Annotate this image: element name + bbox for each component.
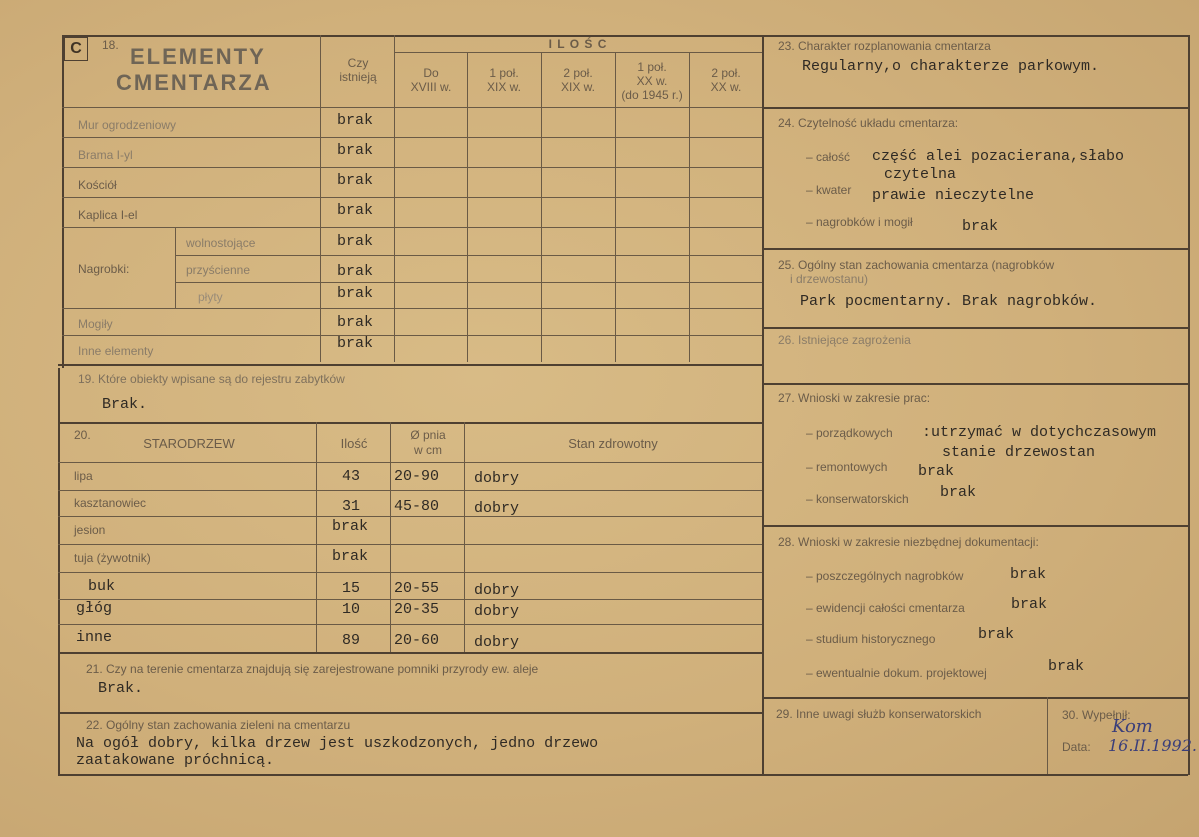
q20-row-line [58,490,762,491]
q20-header-state: Stan zdrowotny [568,436,658,451]
period-header-2: 1 poł. XIX w. [486,66,521,94]
q28-label: 28. Wnioski w zakresie niezbędnej dokumentacji: [778,535,1039,549]
q20-row-line [58,516,762,517]
q23-answer: Regularny,o charakterze parkowym. [802,58,1100,75]
row-line [62,167,762,168]
q27-rem-label: – remontowych [806,460,888,474]
q28-item-label-2: – ewidencji całości cmentarza [806,601,965,615]
period-div-2 [541,52,542,362]
tree-count: brak [332,518,369,535]
row-line [62,197,762,198]
tree-state: dobry [474,470,520,487]
nagrobki-row-label-1: wolnostojące [186,236,256,250]
q20-row-line [58,544,762,545]
nagrobki-row-label-3: płyty [198,290,223,304]
q20-row-line [58,624,762,625]
q24-calosc-value2: czytelna [884,166,957,183]
q25-bottom [762,327,1188,329]
q27-rem-value: brak [918,463,955,480]
q24-bottom [762,248,1188,250]
tree-count: 15 [342,580,361,597]
frame-left-18 [62,35,64,368]
q28-item-value-3: brak [978,626,1015,643]
period-div-3 [615,52,616,362]
tree-diam: 45-80 [394,498,440,515]
q24-kwater-label: – kwater [806,183,852,197]
row-label-mogily: Mogiły [78,317,113,331]
q24-calosc-label: – całość [806,150,851,164]
tree-diam: 20-55 [394,580,440,597]
row-line [62,308,762,309]
q20-number: 20. [74,428,91,442]
q28-item-value-2: brak [1011,596,1048,613]
q21-answer: Brak. [98,680,144,697]
row-label-inne: Inne elementy [78,344,154,358]
q30-date-label: Data: [1062,740,1091,754]
tree-count: 31 [342,498,361,515]
tree-state: dobry [474,582,520,599]
q27-porz-value2: stanie drzewostan [942,444,1096,461]
ilosc-line [394,52,762,53]
q20-col-line-2 [390,422,391,652]
q20-header-count: Ilość [340,436,368,451]
q22-line1: Na ogół dobry, kilka drzew jest uszkodzonych, jedno drzewo [76,735,599,752]
period-header-5: 2 poł. XX w. [710,66,742,94]
col-czy-header: Czy istnieją [339,56,377,84]
q28-item-label-1: – poszczególnych nagrobków [806,569,964,583]
q24-kwater-value: prawie nieczytelne [872,187,1035,204]
frame-right [1188,35,1190,775]
col-czy-right [394,35,395,362]
period-header-1: Do XVIII w. [410,66,452,94]
q21-label: 21. Czy na terenie cmentarza znajdują się zarejestrowane pomniki przyrody ew. aleje [86,662,539,676]
nagrobki-row-label-2: przyścienne [186,263,251,277]
q20-col-line-3 [464,422,465,652]
tree-name: buk [88,578,116,595]
period-header-3: 2 poł. XIX w. [560,66,595,94]
q24-nagrobkow-value: brak [962,218,999,235]
q28-item-label-4: – ewentualnie dokum. projektowej [806,666,987,680]
q21-bottom [58,712,762,714]
tree-diam: 20-60 [394,632,440,649]
q20-header-diam: Ø pnia w cm [410,428,446,457]
q26-label: 26. Istniejące zagrożenia [778,333,911,347]
section-title-line2: CMENTARZA [116,70,272,95]
section-letter: C [64,37,88,61]
frame-bottom [58,774,1188,776]
q24-label: 24. Czytelność układu cmentarza: [778,116,959,130]
row-line [62,137,762,138]
q24-calosc-value1: część alei pozacierana,słabo [872,148,1125,165]
row-line [62,335,762,336]
q22-line2: zaatakowane próchnicą. [76,752,275,769]
tree-name: inne [76,629,113,646]
q20-col-line-1 [316,422,317,652]
tree-diam: 20-90 [394,468,440,485]
q29-label: 29. Inne uwagi służb konserwatorskich [776,707,982,721]
tree-name: tuja (żywotnik) [74,551,151,565]
q23-label: 23. Charakter rozplanowania cmentarza [778,39,991,53]
q19-bottom [58,422,762,424]
section-18-number: 18. [102,38,119,52]
period-header-4: 1 poł. XX w. (do 1945 r.) [621,60,683,102]
nagrobki-divider [175,227,176,308]
q29-q30-divider [1047,697,1048,774]
q25-answer: Park pocmentarny. Brak nagrobków. [800,293,1098,310]
tree-name: jesion [74,523,106,537]
q27-porz-label: – porządkowych [806,426,893,440]
q22-label: 22. Ogólny stan zachowania zieleni na cmentarzu [86,718,351,732]
q30-date-value: 16.II.1992. [1108,736,1197,755]
row-line [58,364,762,366]
row-value-kaplica: brak [337,202,374,219]
tree-name: lipa [74,469,93,483]
row-line [62,107,762,108]
row-label-kaplica: Kaplica I-el [78,208,138,222]
q25-label1: 25. Ogólny stan zachowania cmentarza (nagrobków [778,258,1055,272]
q30-label: 30. Wypełnił: [1062,708,1131,722]
q27-porz-value1: :utrzymać w dotychczasowym [922,424,1157,441]
q25-label2: i drzewostanu) [790,272,869,286]
q27-label: 27. Wnioski w zakresie prac: [778,391,931,405]
q28-item-value-4: brak [1048,658,1085,675]
row-value-mogily: brak [337,314,374,331]
tree-count: 10 [342,601,361,618]
section-title-line1: ELEMENTY [130,44,266,69]
nagrobki-row-value-2: brak [337,263,374,280]
row-label-brama: Brama I-yl [78,148,133,162]
tree-count: 89 [342,632,361,649]
q23-bottom [762,107,1188,109]
q27-kons-value: brak [940,484,977,501]
q27-bottom [762,525,1188,527]
q19-label: 19. Które obiekty wpisane są do rejestru zabytków [78,372,345,386]
q19-answer: Brak. [102,396,148,413]
tree-state: dobry [474,500,520,517]
row-value-kosciol: brak [337,172,374,189]
q26-bottom [762,383,1188,385]
tree-count: 43 [342,468,361,485]
row-value-mur: brak [337,112,374,129]
q20-bottom [58,652,762,654]
row-value-inne: brak [337,335,374,352]
tree-diam: 20-35 [394,601,440,618]
nagrobki-row-value-1: brak [337,233,374,250]
q24-nagrobkow-label: – nagrobków i mogił [806,215,913,229]
q28-item-label-3: – studium historycznego [806,632,936,646]
tree-name: kasztanowiec [74,496,147,510]
period-div-1 [467,52,468,362]
row-line [62,227,762,228]
row-line [175,282,762,283]
tree-state: dobry [474,603,520,620]
period-div-4 [689,52,690,362]
tree-count: brak [332,548,369,565]
tree-name: głóg [76,600,113,617]
col-czy-left [320,35,321,362]
row-value-brama: brak [337,142,374,159]
q20-row-line [58,572,762,573]
tree-state: dobry [474,634,520,651]
row-line [175,255,762,256]
frame-middle [762,35,764,775]
q20-row-line [58,599,762,600]
nagrobki-label: Nagrobki: [78,262,130,276]
row-label-mur: Mur ogrodzeniowy [78,118,177,132]
ilosc-header: I L O Ś C [548,37,608,51]
q28-bottom [762,697,1188,699]
q20-header-name: STARODRZEW [143,436,235,451]
row-label-kosciol: Kościół [78,178,117,192]
q27-kons-label: – konserwatorskich [806,492,909,506]
nagrobki-row-value-3: brak [337,285,374,302]
q28-item-value-1: brak [1010,566,1047,583]
q30-signature: Kom [1112,716,1153,737]
q20-row-line [58,462,762,463]
